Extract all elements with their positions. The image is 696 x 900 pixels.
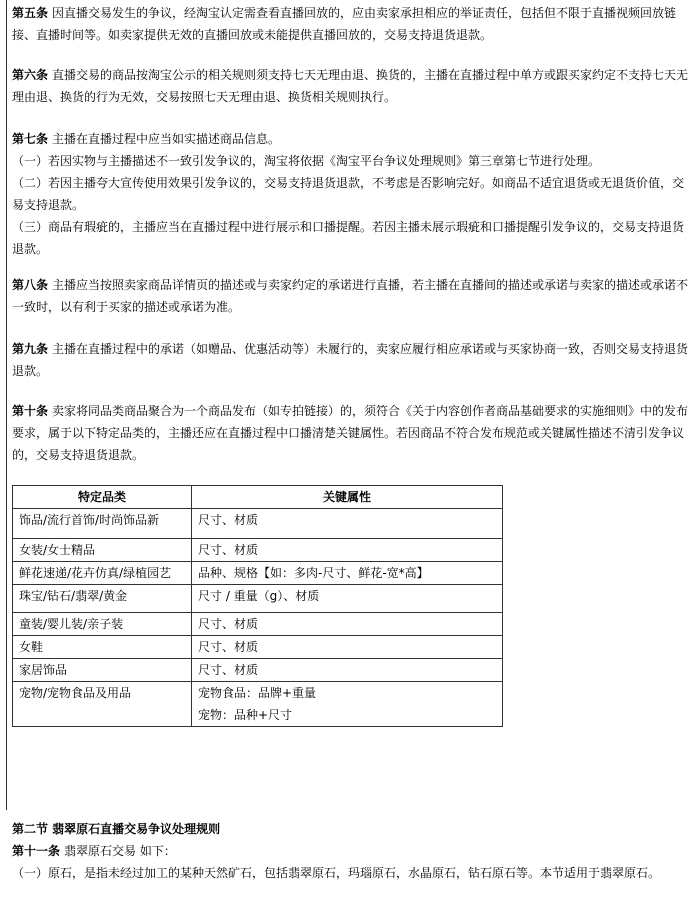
table-cell-category: 女鞋 (13, 636, 192, 659)
table-row (13, 682, 503, 727)
table-row (13, 562, 503, 585)
article-10 (12, 400, 690, 466)
article-6-label: 第六条 (12, 68, 49, 82)
table-cell-category: 女装/女士精品 (13, 539, 192, 562)
table-row (13, 585, 503, 613)
table-cell-attribute: 尺寸、材质 (192, 613, 503, 636)
article-7-text: 主播在直播过程中应当如实描述商品信息。 (52, 132, 281, 146)
table-row (13, 636, 503, 659)
article-6 (12, 64, 690, 108)
article-6-text: 直播交易的商品按淘宝公示的相关规则须支持七天无理由退、换货的，主播在直播过程中单方或跟买家约定不支持七天无理由退、换货的行为无效，交易按照七天无理由退、换货相关规则执行。 (12, 68, 689, 104)
table-cell-attribute-line-1: 宠物食品：品牌+重量 (198, 686, 317, 700)
table-cell-attribute: 尺寸、材质 (192, 509, 503, 539)
article-8-text: 主播应当按照卖家商品详情页的描述或与卖家约定的承诺进行直播，若主播在直播间的描述或承诺与卖家的描述或承诺不一致时，以有利于买家的描述或承诺为准。 (12, 278, 689, 314)
table-cell-attribute-line-2: 宠物：品种+尺寸 (198, 708, 293, 722)
table-cell-category: 家居饰品 (13, 659, 192, 682)
article-7-item-3: （三）商品有瑕疵的，主播应当在直播过程中进行展示和口播提醒。若因主播未展示瑕疵和口播提醒引发争议的，交易支持退货退款。 (12, 220, 685, 256)
section-2-title: 第二节 翡翠原石直播交易争议处理规则 (12, 822, 221, 836)
article-9 (12, 338, 690, 382)
article-9-label: 第九条 (12, 342, 49, 356)
article-5 (12, 2, 690, 46)
table-row (13, 613, 503, 636)
article-5-text: 因直播交易发生的争议，经淘宝认定需查看直播回放的，应由卖家承担相应的举证责任，包括但不限于直播视频回放链接、直播时间等。如卖家提供无效的直播回放或未能提供直播回放的，交易支持退货退款。 (12, 6, 677, 42)
table-header-category: 特定品类 (13, 486, 192, 509)
left-border-line (6, 0, 7, 810)
table-row (13, 509, 503, 539)
table-cell-category: 鲜花速递/花卉仿真/绿植园艺 (13, 562, 192, 585)
table-cell-category: 宠物/宠物食品及用品 (13, 682, 192, 727)
category-attribute-table (12, 485, 503, 727)
article-10-label: 第十条 (12, 404, 49, 418)
article-11-label: 第十一条 (12, 844, 61, 858)
table-cell-attribute: 尺寸、材质 (192, 659, 503, 682)
article-10-text: 卖家将同品类商品聚合为一个商品发布（如专拍链接）的，须符合《关于内容创作者商品基础要求的实施细则》中的发布要求，属于以下特定品类的，主播还应在直播过程中口播清楚关键属性。若因商品不符合发布规范或关键属性描述不清引发争议的，交易支持退货退款。 (12, 404, 689, 462)
table-cell-attribute: 尺寸、材质 (192, 539, 503, 562)
table-cell-attribute: 品种、规格【如：多肉-尺寸、鲜花-宽*高】 (192, 562, 503, 585)
article-11-item-1: （一）原石，是指未经过加工的某种天然矿石，包括翡翠原石，玛瑙原石，水晶原石，钻石原石等。本节适用于翡翠原石。 (12, 866, 661, 880)
article-7 (12, 128, 690, 260)
table-cell-attribute: 尺寸、材质 (192, 636, 503, 659)
article-8 (12, 274, 690, 318)
table-cell-attribute (192, 682, 503, 727)
table-header-row (13, 486, 503, 509)
table-row (13, 539, 503, 562)
section-2 (12, 818, 690, 884)
article-5-label: 第五条 (12, 6, 49, 20)
table-cell-attribute: 尺寸 / 重量（g）、材质 (192, 585, 503, 613)
article-7-item-2: （二）若因主播夸大宣传使用效果引发争议的，交易支持退货退款，不考虑是否影响完好。如商品不适宜退货或无退货价值，交易支持退款。 (12, 176, 685, 212)
table-cell-category: 饰品/流行首饰/时尚饰品新 (13, 509, 192, 539)
article-8-label: 第八条 (12, 278, 49, 292)
article-11-text: 翡翠原石交易 如下： (64, 844, 176, 858)
table-row (13, 659, 503, 682)
article-7-label: 第七条 (12, 132, 49, 146)
table-cell-category: 童装/婴儿装/亲子装 (13, 613, 192, 636)
article-7-item-1: （一）若因实物与主播描述不一致引发争议的，淘宝将依据《淘宝平台争议处理规则》第三章第七节进行处理。 (12, 154, 601, 168)
table-header-attribute: 关键属性 (192, 486, 503, 509)
table-cell-category: 珠宝/钻石/翡翠/黄金 (13, 585, 192, 613)
article-9-text: 主播在直播过程中的承诺（如赠品、优惠活动等）未履行的，卖家应履行相应承诺或与买家协商一致，否则交易支持退货退款。 (12, 342, 689, 378)
